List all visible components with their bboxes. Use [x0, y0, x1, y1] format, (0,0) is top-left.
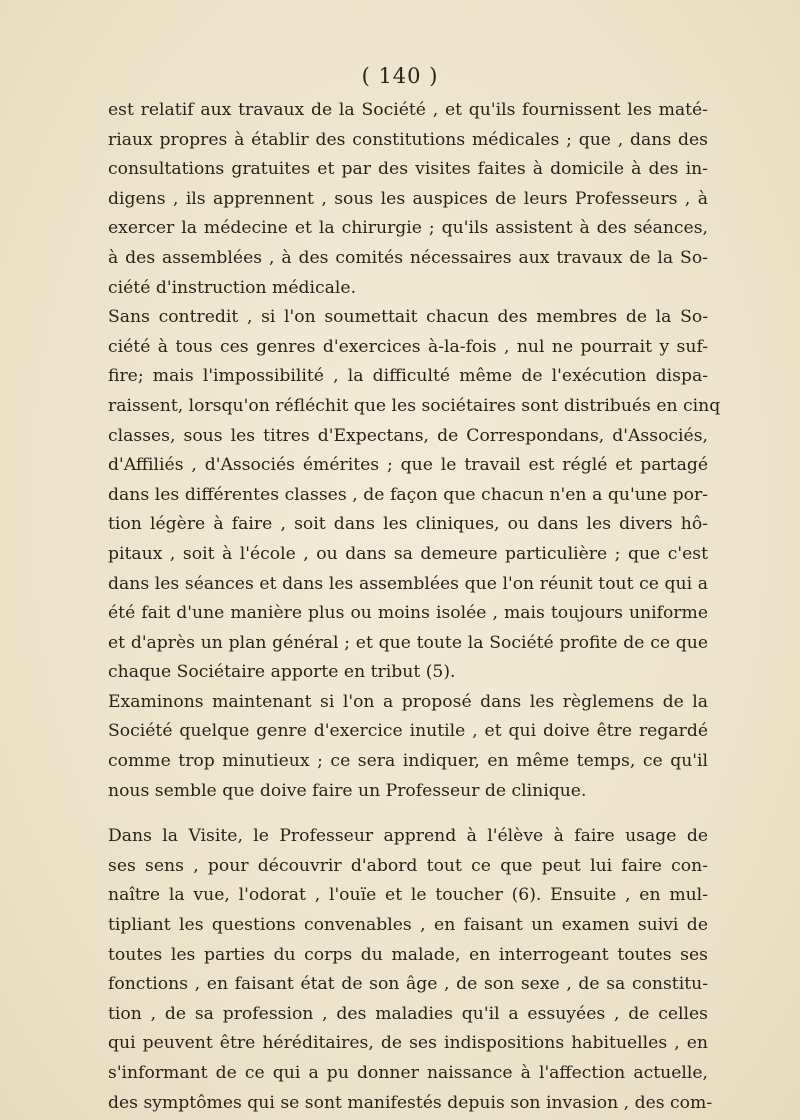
- page-number: ( 140 ): [361, 64, 439, 88]
- paragraph-gap: [108, 806, 708, 822]
- text-line: d'Affiliés , d'Associés émérites ; que le travail est réglé et partagé: [108, 455, 708, 476]
- text-line: raissent, lorsqu'on réfléchit que les sociétaires sont distribués en cinq: [108, 395, 721, 416]
- paragraph-1: [108, 96, 708, 303]
- text-line: est relatif aux travaux de la Société , et qu'ils fournissent les maté-: [108, 100, 708, 120]
- body-text: [108, 96, 721, 1118]
- text-line: riaux propres à établir des constitutions médicales ; que , dans des: [108, 129, 708, 150]
- text-line: nous semble que doive faire un Professeur de clinique.: [108, 780, 587, 801]
- text-line: dans les séances et dans les assemblées que l'on réunit tout ce qui a: [108, 573, 708, 594]
- text-line: et d'après un plan général ; et que toute la Société profite de ce que: [108, 632, 708, 653]
- text-line: toutes les parties du corps du malade, en interrogeant toutes ses: [108, 944, 708, 965]
- text-line: tipliant les questions convenables , en faisant un examen suivi de: [108, 915, 708, 936]
- paragraph-3: [108, 688, 708, 806]
- text-line: ciété à tous ces genres d'exercices à-la-fois , nul ne pourrait y suf-: [108, 336, 708, 357]
- text-line: consultations gratuites et par des visites faites à domicile à des in-: [108, 159, 708, 180]
- text-line: pitaux , soit à l'école , ou dans sa demeure particulière ; que c'est: [108, 543, 708, 564]
- text-line: été fait d'une manière plus ou moins isolée , mais toujours uniforme: [108, 603, 708, 624]
- text-line: ses sens , pour découvrir d'abord tout ce que peut lui faire con-: [108, 855, 708, 876]
- text-line: dans les différentes classes , de façon que chacun n'en a qu'une por-: [108, 484, 708, 505]
- text-line: chaque Sociétaire apporte en tribut (5).: [108, 662, 456, 683]
- text-line: qui peuvent être héréditaires, de ses indispositions habituelles , en: [108, 1033, 708, 1054]
- text-line: comme trop minutieux ; ce sera indiquer, en même temps, ce qu'il: [108, 751, 708, 772]
- text-line: s'informant de ce qui a pu donner naissance à l'affection actuelle,: [108, 1063, 708, 1083]
- text-line: fire; mais l'impossibilité , la difficulté même de l'exécution dispa-: [108, 366, 708, 387]
- text-line: fonctions , en faisant état de son âge , de son sexe , de sa constitu-: [108, 974, 708, 995]
- text-line: classes, sous les titres d'Expectans, de Correspondans, d'Associés,: [108, 425, 708, 446]
- text-line: Sans contredit , si l'on soumettait chacun des membres de la So-: [108, 307, 708, 328]
- text-line: ciété d'instruction médicale.: [108, 277, 357, 298]
- text-line: Examinons maintenant si l'on a proposé dans les règlemens de la: [108, 691, 708, 712]
- text-line: Dans la Visite, le Professeur apprend à l'élève à faire usage de: [108, 826, 708, 847]
- text-line: des symptômes qui se sont manifestés depuis son invasion , des com-: [108, 1092, 713, 1113]
- text-line: digens , ils apprennent , sous les auspices de leurs Professeurs , à: [108, 188, 708, 209]
- paragraph-2: [108, 303, 721, 688]
- text-line: à des assemblées , à des comités nécessaires aux travaux de la So-: [108, 247, 708, 268]
- text-line: naître la vue, l'odorat , l'ouïe et le toucher (6). Ensuite , en mul-: [108, 885, 708, 906]
- text-line: tion légère à faire , soit dans les cliniques, ou dans les divers hô-: [108, 514, 708, 535]
- text-line: Société quelque genre d'exercice inutile , et qui doive être regardé: [108, 721, 708, 742]
- paragraph-4: [108, 822, 713, 1118]
- text-line: exercer la médecine et la chirurgie ; qu'ils assistent à des séances,: [108, 218, 708, 239]
- text-line: tion , de sa profession , des maladies qu'il a essuyées , de celles: [108, 1003, 708, 1024]
